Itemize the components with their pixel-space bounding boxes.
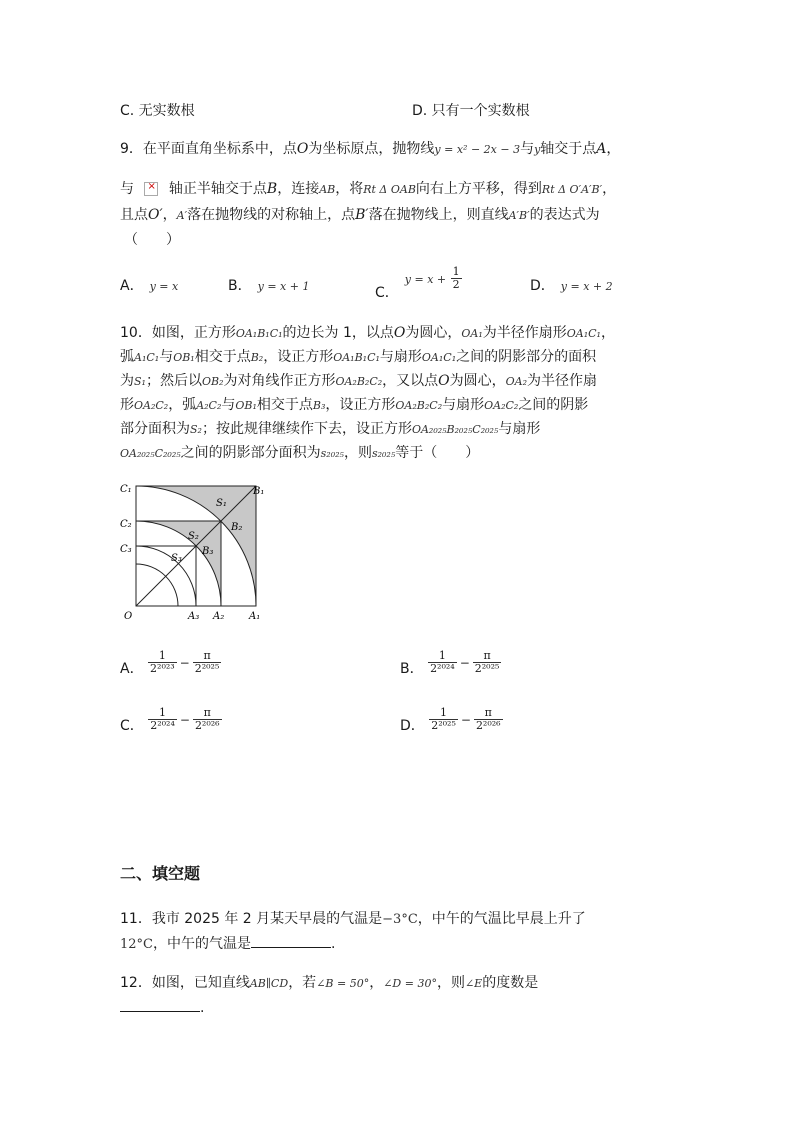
q9-option-b: B． y = x + 1	[228, 278, 310, 294]
q10-line-4: 形OA₂C₂，弧A₂C₂与OB₁相交于点B₃，设正方形OA₂B₂C₂与扇形OA₂C₂之间的阴影	[120, 397, 589, 413]
q11-answer-blank[interactable]	[251, 933, 331, 948]
label-s2: S₂	[188, 531, 199, 542]
label-s3: S₃	[171, 553, 182, 564]
q9-answer-paren: （ ）	[124, 232, 180, 248]
label-c1: C₁	[120, 484, 132, 495]
q10-line-1: 10．如图，正方形OA₁B₁C₁的边长为 1，以点O为圆心，OA₁为半径作扇形OA₁C₁，	[120, 325, 615, 341]
parabola-expression: y = x² − 2x − 3	[434, 143, 521, 156]
section-title-fill-in: 二、填空题	[120, 864, 201, 883]
label-b2: B₂	[231, 522, 243, 533]
q9-option-d: D． y = x + 2	[530, 278, 613, 294]
q10-line-6: OA₂₀₂₅C₂₀₂₅之间的阴影部分面积为s₂₀₂₅，则s₂₀₂₅等于（ ）	[120, 445, 480, 461]
q9-line-2: 与 × 轴正半轴交于点B，连接AB，将Rt Δ OAB向右上方平移，得到Rt Δ O′A′B′，	[120, 178, 616, 198]
q10-option-b: B． $\frac{1}{\text{2²⁰²⁴}}$ − $\frac{\pi}{\text{2²⁰²⁵}}$	[400, 649, 500, 677]
q9-line-3: 且点O′，A′落在抛物线的对称轴上，点B′落在抛物线上，则直线A′B′的表达式为	[120, 207, 600, 223]
q10-line-2: 弧A₁C₁与OB₁相交于点B₂，设正方形OA₁B₁C₁与扇形OA₁C₁之间的阴影部分的面积	[120, 349, 597, 365]
q8-option-c: C. 无实数根	[120, 103, 195, 119]
q10-line-3: 为S₁；然后以OB₂为对角线作正方形OA₂B₂C₂，又以点O为圆心，OA₂为半径作扇	[120, 373, 598, 389]
q10-option-c: C． $\frac{1}{\text{2²⁰²⁴}}$ − $\frac{\pi}{\text{2²⁰²⁶}}$	[120, 706, 220, 734]
q10-option-a: A． $\frac{1}{\text{2²⁰²³}}$ − $\frac{\pi}{\text{2²⁰²⁵}}$	[120, 649, 220, 677]
q11-line-2: 12°C，中午的气温是 .	[120, 933, 335, 953]
q9-option-a: A． y = x	[120, 278, 179, 294]
label-b3: B₃	[202, 546, 214, 557]
q12-line-2: .	[120, 997, 204, 1016]
label-a1: A₁	[249, 611, 261, 622]
label-a2: A₂	[213, 611, 225, 622]
label-a3: A₃	[188, 611, 200, 622]
q9-line-1: 9．在平面直角坐标系中，点O为坐标原点，抛物线y = x² − 2x − 3与y轴交于点A，	[120, 141, 621, 157]
q11-line-1: 11．我市 2025 年 2 月某天早晨的气温是−3°C，中午的气温比早晨上升了	[120, 911, 586, 927]
broken-image-icon	[144, 182, 158, 196]
q9-option-c: C．y = x + $\frac{1}{2}$	[375, 265, 460, 301]
q10-line-5: 部分面积为S₂；按此规律继续作下去，设正方形OA₂₀₂₅B₂₀₂₅C₂₀₂₅与扇形	[120, 421, 541, 437]
label-c2: C₂	[120, 519, 132, 530]
label-c3: C₃	[120, 544, 132, 555]
q12-answer-blank[interactable]	[120, 997, 200, 1012]
label-o: O	[124, 611, 133, 622]
q8-option-d: D. 只有一个实数根	[412, 103, 530, 119]
label-s1: S₁	[216, 498, 227, 509]
label-b1: B₁	[253, 486, 265, 497]
q10-option-d: D． $\frac{1}{\text{2²⁰²⁵}}$ − $\frac{\pi}{\text{2²⁰²⁶}}$	[400, 706, 501, 734]
q12-line-1: 12．如图，已知直线AB∥CD，若∠B = 50°，∠D = 30°，则∠E的度数是	[120, 975, 539, 991]
q10-geometry-figure	[118, 480, 268, 625]
